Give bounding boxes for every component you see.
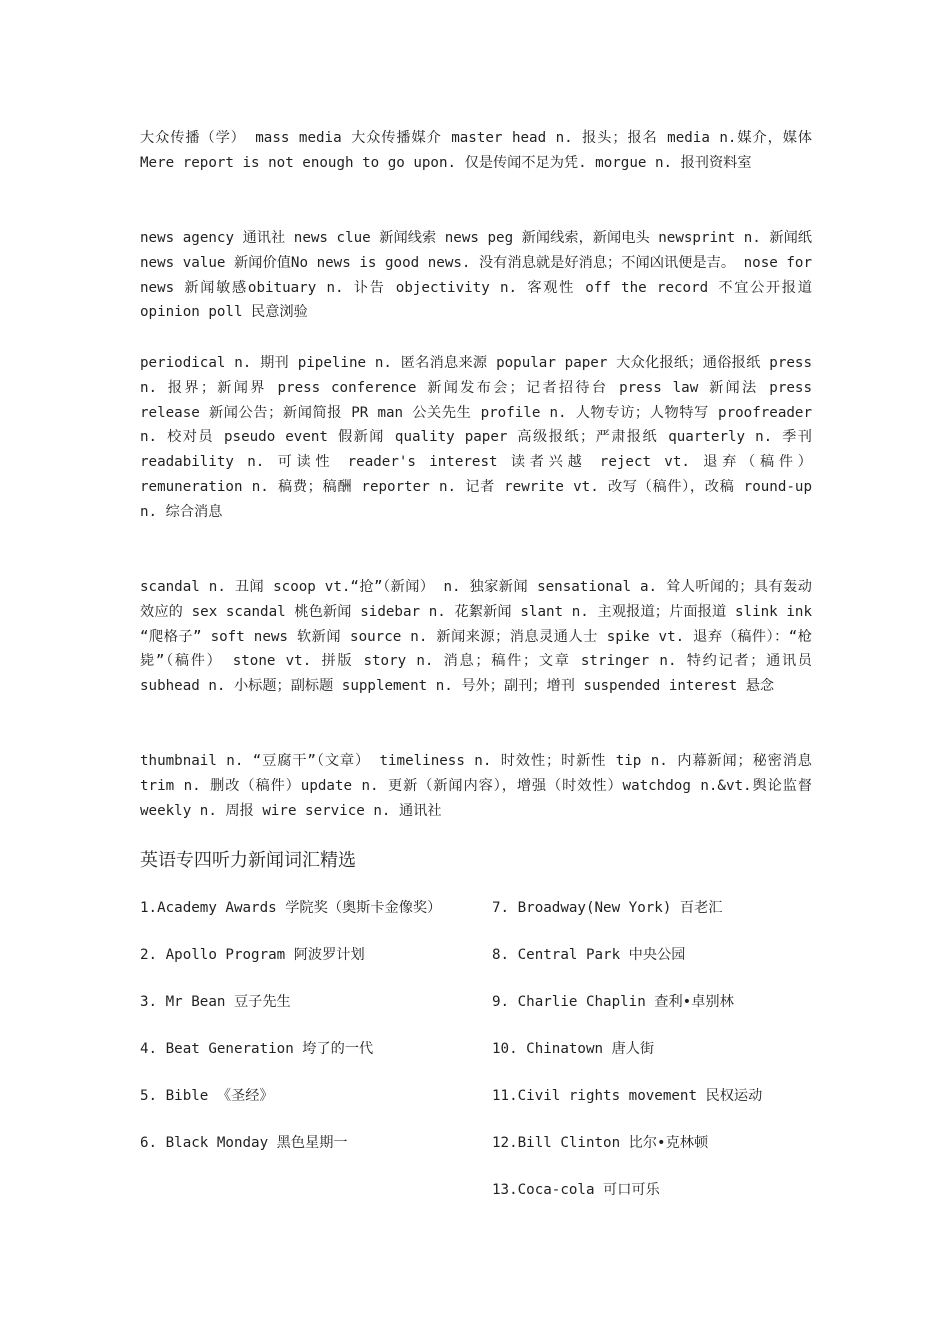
vocab-list-right [492, 896, 812, 1225]
list-item: 5. Bible 《圣经》 [140, 1088, 274, 1104]
list-item: 4. Beat Generation 垮了的一代 [140, 1041, 374, 1057]
glossary-paragraph-3: periodical n. 期刊 pipeline n. 匿名消息来源 popular paper 大众化报纸；通俗报纸 press n. 报界；新闻界 press conference 新闻发布会；记者招待台 press law 新闻法 press release 新闻公告；新闻简报 PR man 公关先生 profile n. 人物专访；人物特写 proofreader n. 校对员 pseudo event 假新闻 quality paper 高级报纸；严肃报纸 quarterly n. 季刊 readability n. 可读性 reader's interest 读者兴越 reject vt. 退弃（稿件）remuneration n. 稿费；稿酬 reporter n. 记者 rewrite vt. 改写（稿件），改稿 round-up n. 综合消息 [140, 355, 812, 520]
list-item: 6. Black Monday 黑色星期一 [140, 1135, 348, 1151]
glossary-paragraph-5: thumbnail n. “豆腐干”（文章） timeliness n. 时效性；时新性 tip n. 内幕新闻；秘密消息 trim n. 删改（稿件）update n. 更新（新闻内容），增强（时效性）watchdog n.&vt.舆论监督 weekly n. 周报 wire service n. 通讯社 [140, 753, 812, 819]
glossary-paragraph-4: scandal n. 丑闻 scoop vt.“抢”（新闻） n. 独家新闻 sensational a. 耸人听闻的；具有轰动效应的 sex scandal 桃色新闻 sidebar n. 花絮新闻 slant n. 主观报道；片面报道 slink ink “爬格子” soft news 软新闻 source n. 新闻来源；消息灵通人士 spike vt. 退弃（稿件）：“枪毙”（稿件） stone vt. 拼版 story n. 消息；稿件；文章 stringer n. 特约记者；通讯员 subhead n. 小标题；副标题 supplement n. 号外；副刊；增刊 suspended interest 悬念 [140, 579, 812, 695]
list-item: 1.Academy Awards 学院奖（奥斯卡金像奖） [140, 900, 442, 916]
glossary-paragraph-2: news agency 通讯社 news clue 新闻线索 news peg 新闻线索，新闻电头 newsprint n. 新闻纸 news value 新闻价值No news is good news. 没有消息就是好消息；不闻凶讯便是吉。 nose for news 新闻敏感obituary n. 讣告 objectivity n. 客观性 off the record 不宜公开报道 opinion poll 民意浏验 [140, 230, 812, 321]
list-item: 9. Charlie Chaplin 查利•卓别林 [492, 994, 734, 1010]
list-item: 7. Broadway(New York) 百老汇 [492, 900, 723, 916]
list-item: 13.Coca-cola 可口可乐 [492, 1182, 660, 1198]
list-item: 3. Mr Bean 豆子先生 [140, 994, 291, 1010]
vocab-list-left [140, 896, 460, 1178]
section-heading: 英语专四听力新闻词汇精选 [140, 850, 356, 871]
list-item: 2. Apollo Program 阿波罗计划 [140, 947, 365, 963]
list-item: 10. Chinatown 唐人街 [492, 1041, 655, 1057]
list-item: 12.Bill Clinton 比尔•克林顿 [492, 1135, 709, 1151]
list-item: 11.Civil rights movement 民权运动 [492, 1088, 763, 1104]
glossary-paragraph-1: 大众传播（学） mass media 大众传播媒介 master head n. 报头；报名 media n.媒介，媒体 Mere report is not enough to go upon. 仅是传闻不足为凭. morgue n. 报刊资料室 [140, 130, 812, 171]
list-item: 8. Central Park 中央公园 [492, 947, 686, 963]
